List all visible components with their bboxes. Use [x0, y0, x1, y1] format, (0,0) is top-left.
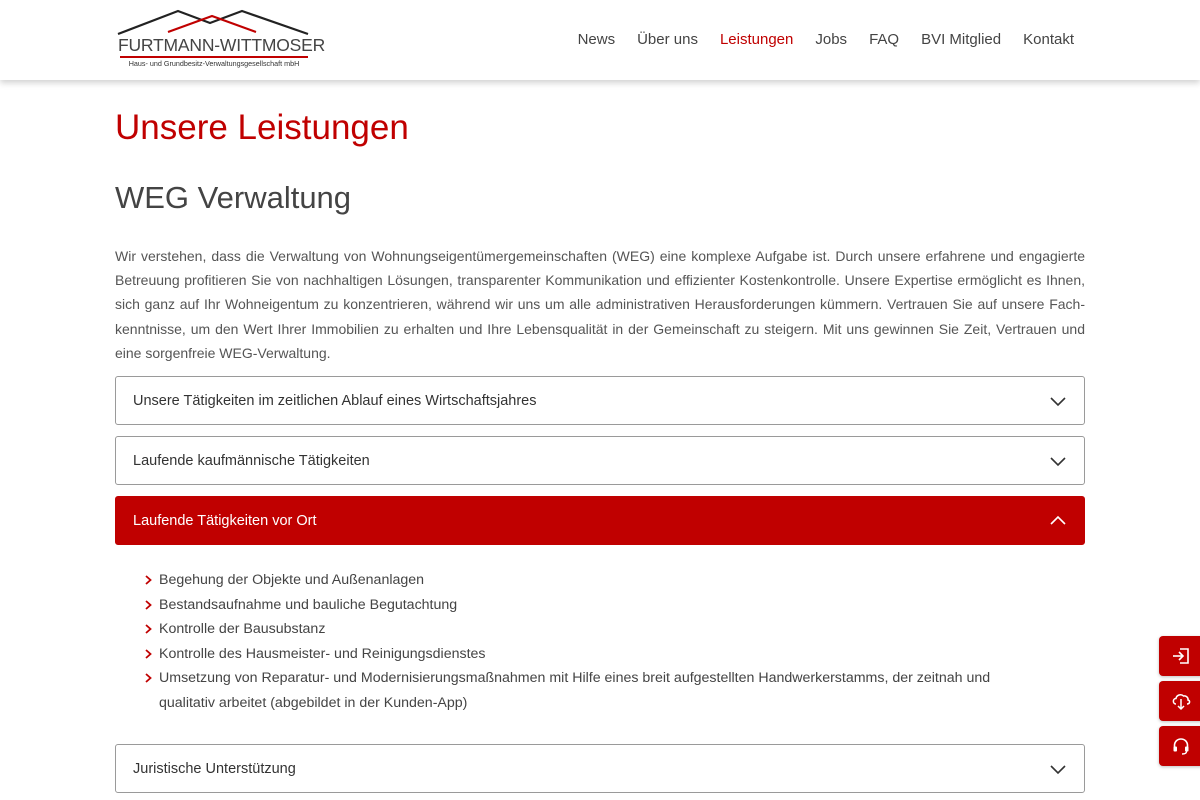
list-item — [145, 617, 1045, 642]
logo-wordmark: FURTMANN-WITTMOSER — [118, 35, 326, 55]
nav-item-bvi-mitglied[interactable]: BVI Mitglied — [921, 31, 1002, 48]
list-item — [145, 642, 1045, 667]
list-item-text: Kontrolle des Hausmeister- und Reinigungsdienstes — [159, 645, 486, 662]
accordion-label: Unsere Tätigkeiten im zeitlichen Ablauf eines Wirtschaftsjahres — [133, 393, 537, 409]
nav-item-faq[interactable]: FAQ — [869, 31, 900, 48]
list-item-text: Kontrolle der Bausubstanz — [159, 621, 326, 637]
chevron-right-icon — [145, 624, 152, 634]
chevron-down-icon — [1050, 454, 1066, 468]
vor-ort-list — [145, 568, 1045, 715]
chevron-right-icon — [145, 575, 152, 585]
accordion-label: Juristische Unterstützung — [133, 761, 296, 777]
roof-logo-icon — [116, 8, 312, 38]
accordion-juristisch[interactable] — [115, 744, 1085, 793]
nav-item-news[interactable]: News — [577, 31, 616, 48]
logo-subtitle: Haus- und Grundbesitz-Verwaltungsgesellschaft mbH — [128, 59, 300, 68]
list-item-text: Umsetzung von Reparatur- und Modernisierungsmaßnahmen mit Hilfe eines breit aufgestellten Handwerkerstamms, der zeitnah und qualitativ arbeitet (abgebildet in der Kunden-App) — [159, 670, 991, 711]
company-logo[interactable] — [116, 8, 326, 72]
section-title: WEG Verwaltung — [115, 180, 352, 215]
page-title: Unsere Leistungen — [115, 108, 409, 147]
accordion-wirtschaftsjahr[interactable] — [115, 376, 1085, 425]
site-header — [0, 0, 1200, 80]
accordion-label: Laufende Tätigkeiten vor Ort — [133, 513, 317, 529]
list-item-text: Bestandsaufnahme und bauliche Begutachtung — [159, 596, 458, 613]
chevron-right-icon — [145, 673, 152, 683]
login-button[interactable] — [1159, 636, 1200, 676]
login-icon — [1171, 646, 1191, 666]
main-navigation — [556, 30, 1074, 50]
intro-paragraph: Wir verstehen, dass die Verwaltung von Wohnungseigentümergemeinschaften (WEG) eine komplexe Aufgabe ist. Durch unsere erfahrene und engagierte Betreuung profitieren Sie von nachhaltigen Lösungen, transparenter Kommunikation und effizienter Kostenkontrolle. Unsere Expertise ermöglicht es Ihnen, sich ganz auf Ihr Wohneigentum zu konzentrieren, während wir uns um alle administrativen Herausforderungen kümmern. Vertrauen Sie auf unsere Fachkenntnisse, um den Wert Ihrer Immobilien zu erhalten und Ihre Lebensqualität in der Gemeinschaft zu steigern. Mit uns gewinnen Sie Zeit, Vertrauen und eine sorgenfreie WEG-Verwaltung. — [115, 248, 1085, 361]
list-item — [145, 666, 1045, 715]
chevron-right-icon — [145, 649, 152, 659]
logo-underline — [120, 56, 308, 58]
accordion-kaufmaennisch[interactable] — [115, 436, 1085, 485]
list-item-text: Begehung der Objekte und Außenanlagen — [159, 572, 425, 588]
nav-item-jobs[interactable]: Jobs — [815, 31, 848, 48]
accordion-vor-ort[interactable] — [115, 496, 1085, 545]
cloud-download-icon — [1171, 691, 1191, 711]
nav-item-kontakt[interactable]: Kontakt — [1023, 31, 1074, 48]
chevron-right-icon — [145, 600, 152, 610]
list-item — [145, 568, 1045, 593]
nav-item-ueber-uns[interactable]: Über uns — [637, 31, 698, 48]
support-button[interactable] — [1159, 726, 1200, 766]
accordion-label: Laufende kaufmännische Tätigkeiten — [133, 453, 370, 469]
chevron-up-icon — [1050, 514, 1066, 528]
headset-icon — [1171, 736, 1191, 756]
nav-item-leistungen[interactable]: Leistungen — [719, 31, 794, 48]
chevron-down-icon — [1050, 394, 1066, 408]
download-button[interactable] — [1159, 681, 1200, 721]
chevron-down-icon — [1050, 762, 1066, 776]
list-item — [145, 593, 1045, 618]
